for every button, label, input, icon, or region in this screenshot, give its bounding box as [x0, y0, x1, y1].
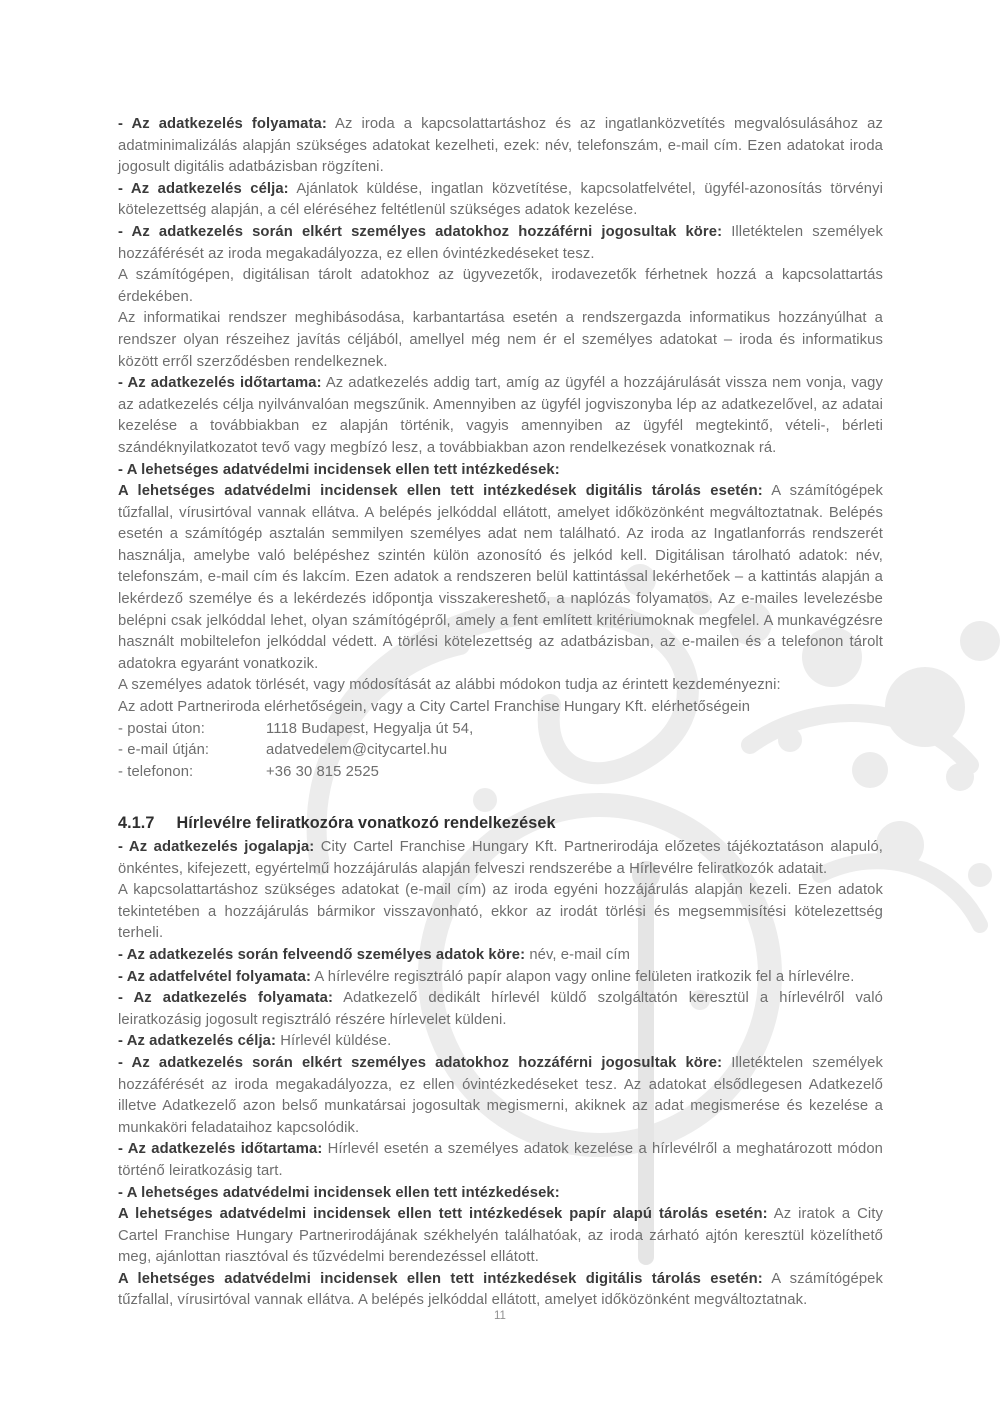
paragraph [118, 675, 883, 697]
paragraph-label: - Az adatkezelés folyamata: [118, 990, 333, 1007]
contact-value: adatvedelem@citycartel.hu [266, 742, 448, 759]
paragraph [118, 988, 883, 1031]
paragraph-text: City Cartel Franchise Hungary Kft. Partnerirodája előzetes tájékoztatáson alapuló, önkéntes, kifejezett, egyértelmű hozzájárulás alapján felveszi rendszerébe a Hírlevélre feliratkozók adatait. [118, 839, 883, 877]
paragraph [118, 222, 883, 265]
document-body [118, 114, 883, 1312]
paragraph-label: - Az adatkezelés időtartama: [118, 1141, 323, 1158]
contact-value: +36 30 815 2525 [266, 763, 379, 780]
paragraph-label: - A lehetséges adatvédelmi incidensek ellen tett intézkedések: [118, 1184, 560, 1201]
paragraph-text: A számítógépen, digitálisan tárolt adatokhoz az ügyvezetők, irodavezetők férhetnek hozzá a kapcsolattartás érdekében. [118, 267, 883, 305]
paragraph [118, 967, 883, 989]
section-title: Hírlevélre feliratkozóra vonatkozó rendelkezések [176, 814, 556, 833]
paragraph [118, 179, 883, 222]
section-number: 4.1.7 [118, 814, 155, 833]
paragraph-label: - Az adatkezelés célja: [118, 1033, 277, 1050]
paragraph [118, 1269, 883, 1312]
paragraph [118, 308, 883, 373]
paragraph [118, 265, 883, 308]
paragraph-text: Illetéktelen személyek hozzáférését az iroda megakadályozza, ez ellen óvintézkedéseket tesz. Az adatokat elsődlegesen Adatkezelő illetve Adatkezelő azon belső munkatársai jogosultak megismerni, akiknek az adat megismerése és kezelése a munkaköri feladataihoz kapcsolódik. [118, 1054, 883, 1136]
paragraph [118, 1183, 883, 1205]
paragraph [118, 373, 883, 459]
paragraph [118, 1031, 883, 1053]
paragraph-label: - Az adatkezelés célja: [118, 180, 289, 197]
paragraph [118, 114, 883, 179]
paragraph-text: A személyes adatok törlését, vagy módosítását az alábbi módokon tudja az érintett kezdeményezni: [118, 677, 781, 694]
paragraph-label: - A lehetséges adatvédelmi incidensek ellen tett intézkedések: [118, 461, 560, 478]
contact-value: 1118 Budapest, Hegyalja út 54, [266, 720, 474, 737]
paragraph-text: Hírlevél esetén a személyes adatok kezelése a hírlevélről a meghatározott módon történő leiratkozásig tart. [118, 1141, 883, 1179]
paragraph-label: - Az adatkezelés időtartama: [118, 375, 322, 392]
paragraph-text: Az informatikai rendszer meghibásodása, karbantartása esetén a rendszergazda informatikus hozzányúlhat a rendszer olyan részeihez javítás céljából, amellyel még nem ér el személyes adatokat – iroda és informatikus között erről szerződésben rendelkeznek. [118, 310, 883, 370]
paragraph-text: név, e-mail cím [525, 946, 631, 963]
paragraph-label: A lehetséges adatvédelmi incidensek ellen tett intézkedések digitális tárolás esetén: [118, 1270, 763, 1287]
paragraph [118, 880, 883, 945]
paragraph-label: - Az adatkezelés jogalapja: [118, 839, 315, 855]
contact-row-postal [118, 719, 883, 741]
paragraph-text: A számítógépek tűzfallal, vírusirtóval vannak ellátva. A belépés jelkóddal ellátott, amelyet időközönként megváltoztatnak. Belépés esetén a számítógép asztalán semmilyen személyes adat nem található. Az iroda az Ingatlanforrás rendszerét használja, amelybe való belépéshez szintén külön azonosító és jelkód kell. Digitálisan tárolható adatok: név, telefonszám, e-mail cím és lakcím. Ezen adatok a rendszeren belül kattintással lekérhetőek – a kattintás alapján a lekérdező személye és a lekérdezés időpontja visszakereshető, a naplózás folyamatos. Az e-mailes levelezésbe belépni csak jelkóddal lehet, olyan számítógépről, amely a fent említett kritériumoknak megfelel. A munkavégzésre használt mobiltelefon jelkóddal védett. A törlési kötelezettség az adatbázisban, az e-mailen és a telefonon tárolt adatokra egyaránt vonatkozik. [118, 483, 883, 672]
paragraph-label: - Az adatfelvétel folyamata: [118, 968, 312, 985]
section-heading [118, 813, 883, 835]
contact-row-phone [118, 762, 883, 784]
paragraph-text: Az adott Partneriroda elérhetőségein, vagy a City Cartel Franchise Hungary Kft. elérhetőségein [118, 699, 751, 716]
page-number: 11 [494, 1310, 506, 1322]
paragraph [118, 460, 883, 482]
paragraph-text: A kapcsolattartáshoz szükséges adatokat (e-mail cím) az iroda egyéni hozzájárulás alapján kezeli. Ezen adatok tekintetében a hozzájárulás bármikor visszavonható, ekkor az irodát törlési és megsemmisítési kötelezettség terheli. [118, 882, 883, 942]
paragraph-text: A számítógépek tűzfallal, vírusirtóval vannak ellátva. A belépés jelkóddal ellátott, amelyet időközönként megváltoztatnak. [118, 1270, 883, 1309]
paragraph-text: Hírlevél küldése. [276, 1033, 392, 1050]
paragraph-text: Az iroda a kapcsolattartáshoz és az ingatlanközvetítés megvalósulásához az adatminimalizálás alapján szükséges adatokat kezelheti, ezek: név, telefonszám, e-mail cím. Ezen adatokat iroda jogosult digitális adatbázisban rögzíteni. [118, 116, 883, 176]
paragraph [118, 1204, 883, 1269]
paragraph-label: - Az adatkezelés folyamata: [118, 116, 327, 132]
contact-label: - e-mail útján: [118, 742, 210, 759]
paragraph-text: Illetéktelen személyek hozzáférését az iroda megakadályozza, ez ellen óvintézkedéseket tesz. [118, 223, 883, 262]
paragraph [118, 945, 883, 967]
paragraph-label: - Az adatkezelés során elkért személyes adatokhoz hozzáférni jogosultak köre: [118, 223, 723, 240]
paragraph [118, 481, 883, 675]
paragraph [118, 1139, 883, 1182]
paragraph [118, 837, 883, 880]
contact-label: - postai úton: [118, 720, 205, 737]
paragraph-label: - Az adatkezelés során felveendő személyes adatok köre: [118, 946, 526, 963]
paragraph [118, 697, 883, 719]
paragraph-text: Az adatkezelés addig tart, amíg az ügyfél a hozzájárulását vissza nem vonja, vagy az adatkezelés célja nyilvánvalóan megszűnik. Amennyiben az ügyfél jogviszonyba lép az adatkezelővel, az adatai kezelése a továbbiakban ez alapján történik, vagyis amennyiben az ügyfél megtekintő, vételi-, bérleti szándéknyilatkozatot tevő vagy megbízó lesz, a továbbiakban azon rendelkezések vonatkoznak rá. [118, 375, 884, 456]
paragraph-text: Adatkezelő dedikált hírlevél küldő szolgáltatón keresztül a hírlevélről való leiratkozásig jogosult regisztráló részére hírlevelet küldeni. [118, 990, 883, 1028]
paragraph [118, 1053, 883, 1139]
contact-row-email [118, 740, 883, 762]
paragraph-label: - Az adatkezelés során elkért személyes adatokhoz hozzáférni jogosultak köre: [118, 1054, 723, 1071]
paragraph-text: A hírlevélre regisztráló papír alapon vagy online felületen iratkozik fel a hírlevélre. [311, 968, 855, 985]
contact-label: - telefonon: [118, 763, 194, 780]
paragraph-text: Ajánlatok küldése, ingatlan közvetítése, kapcsolatfelvétel, ügyfél-azonosítás törvényi kötelezettség alapján, a cél eléréséhez feltétlenül szükséges adatok kezelése. [118, 180, 884, 219]
paragraph-text: Az iratok a City Cartel Franchise Hungary Partnerirodájának székhelyén találhatóak, az iroda zárható ajtón keresztül közelíthető meg, ajánlottan riasztóval és tűzvédelmi berendezéssel ellátott. [118, 1206, 883, 1266]
paragraph-label: A lehetséges adatvédelmi incidensek ellen tett intézkedések digitális tárolás esetén: [118, 483, 763, 500]
paragraph-label: A lehetséges adatvédelmi incidensek ellen tett intézkedések papír alapú tárolás esetén: [118, 1206, 768, 1223]
